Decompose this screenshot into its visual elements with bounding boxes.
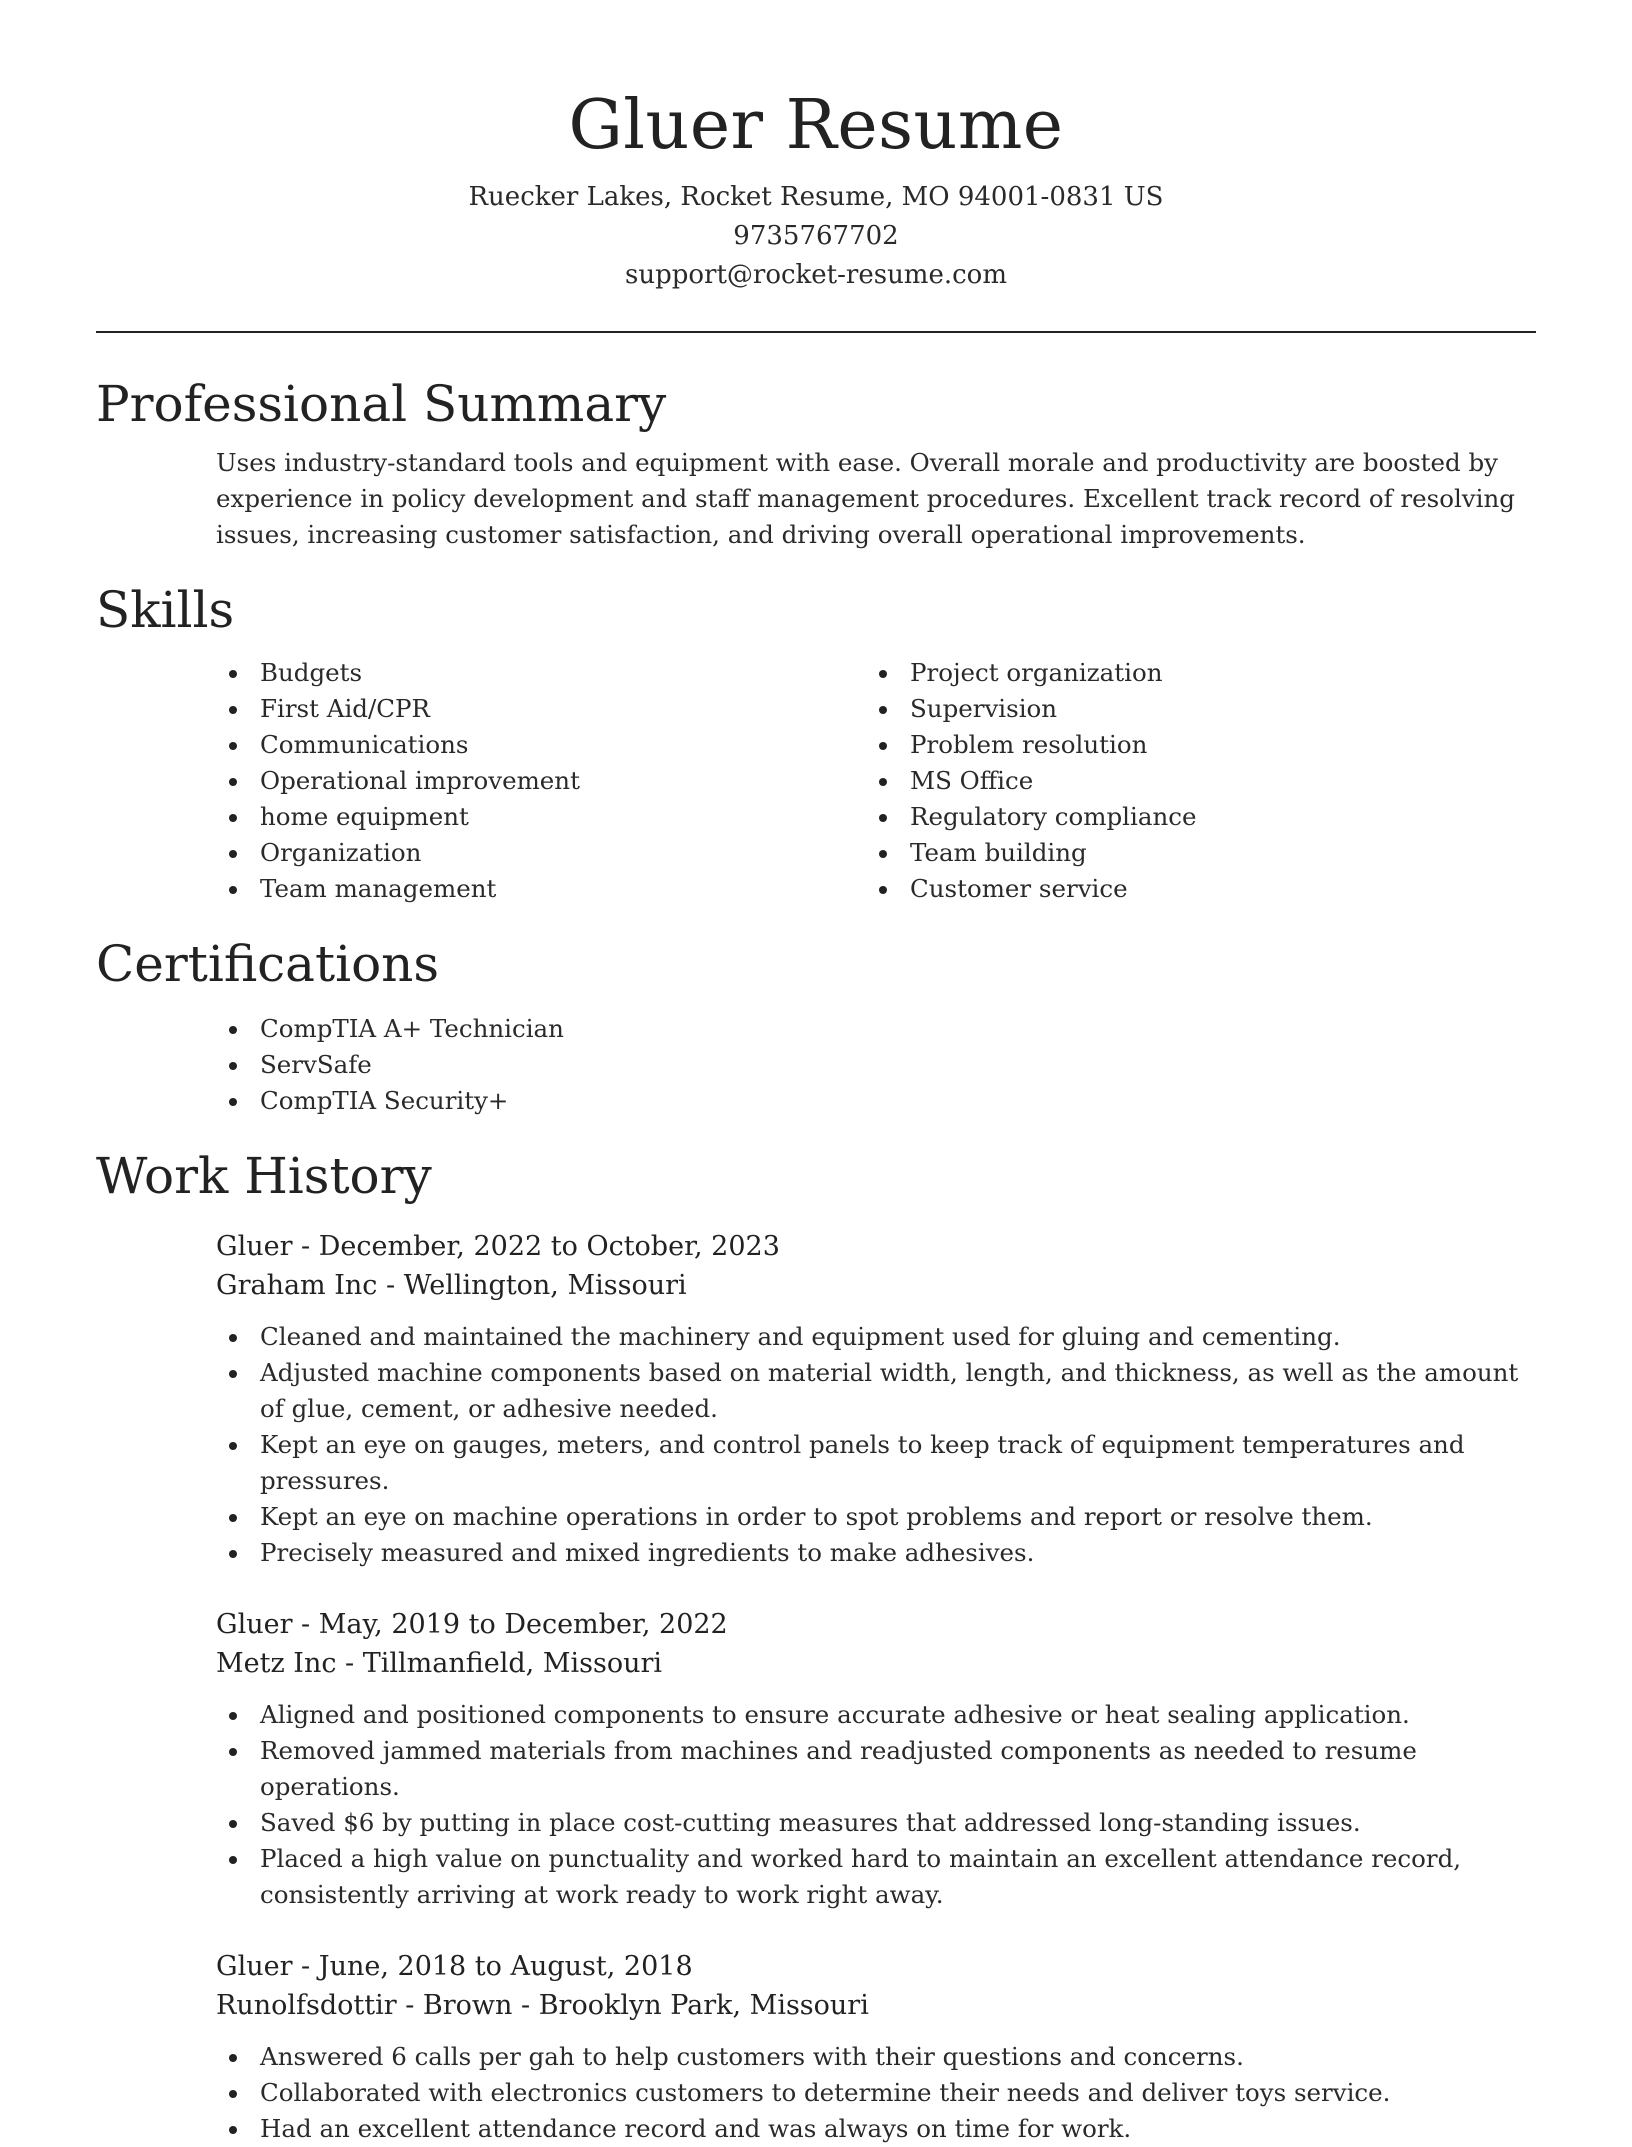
job-duty-item (216, 1319, 1536, 1355)
header-divider (96, 331, 1536, 333)
skill-item (866, 727, 1516, 763)
contact-email: support@rocket-resume.com (624, 260, 1007, 290)
skill-label: Problem resolution (910, 730, 1148, 759)
bullet-icon (229, 1098, 237, 1106)
bullet-icon (229, 2054, 237, 2062)
skill-item (866, 799, 1516, 835)
bullet-icon (229, 742, 237, 750)
job-duty-text: Saved $6 by putting in place cost-cutting measures that addressed long-standing issues. (260, 1808, 1361, 1837)
skill-item (216, 871, 866, 907)
skill-label: Organization (260, 838, 422, 867)
contact-address: Ruecker Lakes, Rocket Resume, MO 94001-0831 US (468, 182, 1164, 212)
certifications-heading: Certifications (96, 935, 440, 993)
job-duty-text: Adjusted machine components based on material width, length, and thickness, as well as the amount of glue, cement, or adhesive needed. (260, 1358, 1519, 1423)
skill-label: Team building (910, 838, 1087, 867)
bullet-icon (229, 1334, 237, 1342)
skill-label: MS Office (910, 766, 1034, 795)
summary-text: Uses industry-standard tools and equipment with ease. Overall morale and productivity are boosted by experience in policy development and staff management procedures. Excellent track record of resolving issues, increasing customer satisfaction, and driving overall operational improvements. (216, 448, 1515, 549)
skill-item (216, 835, 866, 871)
certification-item (216, 1011, 1536, 1047)
resume-name: Gluer Resume (568, 86, 1064, 165)
job-duty-item (216, 1805, 1536, 1841)
skill-item (866, 835, 1516, 871)
bullet-icon (229, 1062, 237, 1070)
certification-item (216, 1047, 1536, 1083)
bullet-icon (879, 706, 887, 714)
contact-phone: 9735767702 (733, 221, 899, 251)
job-duty-item (216, 2075, 1536, 2111)
bullet-icon (229, 814, 237, 822)
job-duty-text: Collaborated with electronics customers to determine their needs and deliver toys service. (260, 2078, 1391, 2107)
bullet-icon (229, 2090, 237, 2098)
skill-label: Regulatory compliance (910, 802, 1197, 831)
bullet-icon (229, 886, 237, 894)
job-duty-text: Cleaned and maintained the machinery and equipment used for gluing and cementing. (260, 1322, 1341, 1351)
skill-label: Communications (260, 730, 469, 759)
bullet-icon (229, 1442, 237, 1450)
skill-label: Budgets (260, 658, 363, 687)
bullet-icon (879, 850, 887, 858)
bullet-icon (229, 1748, 237, 1756)
skill-label: Project organization (910, 658, 1163, 687)
certifications-list (216, 1011, 1536, 1119)
skill-label: Team management (260, 874, 497, 903)
work-history-heading: Work History (96, 1147, 432, 1205)
job-duty-item (216, 1841, 1536, 1913)
skill-item (866, 763, 1516, 799)
bullet-icon (879, 778, 887, 786)
job-role-dates: Gluer - May, 2019 to December, 2022 (216, 1609, 728, 1640)
job-duty-item (216, 1355, 1536, 1427)
skills-column-left (216, 655, 866, 907)
job-duties-list (216, 2039, 1536, 2147)
skill-item (216, 727, 866, 763)
job-employer-location: Runolfsdottir - Brown - Brooklyn Park, Missouri (216, 1990, 869, 2021)
job-duty-text: Removed jammed materials from machines and readjusted components as needed to resume operations. (260, 1736, 1417, 1801)
bullet-icon (229, 778, 237, 786)
certification-label: ServSafe (260, 1050, 372, 1079)
bullet-icon (229, 1026, 237, 1034)
bullet-icon (879, 670, 887, 678)
skills-column-right (866, 655, 1516, 907)
job-duty-item (216, 2039, 1536, 2075)
certification-label: CompTIA Security+ (260, 1086, 509, 1115)
skill-label: Operational improvement (260, 766, 580, 795)
bullet-icon (229, 1856, 237, 1864)
bullet-icon (229, 670, 237, 678)
skill-label: Customer service (910, 874, 1128, 903)
bullet-icon (879, 886, 887, 894)
job-entry (216, 1605, 1536, 1913)
bullet-icon (229, 2126, 237, 2134)
job-duties-list (216, 1319, 1536, 1571)
job-employer-location: Graham Inc - Wellington, Missouri (216, 1270, 687, 1301)
skill-item (216, 763, 866, 799)
summary-heading: Professional Summary (96, 375, 667, 433)
skill-label: home equipment (260, 802, 469, 831)
job-employer-location: Metz Inc - Tillmanfield, Missouri (216, 1648, 663, 1679)
skill-item (216, 799, 866, 835)
skill-item (866, 691, 1516, 727)
job-entry (216, 1227, 1536, 1571)
job-duty-text: Placed a high value on punctuality and worked hard to maintain an excellent attendance record, consistently arriving at work ready to work right away. (260, 1844, 1462, 1909)
skills-heading: Skills (96, 581, 235, 639)
bullet-icon (229, 1550, 237, 1558)
skill-item (216, 691, 866, 727)
job-entry (216, 1947, 1536, 2147)
skill-item (216, 655, 866, 691)
bullet-icon (879, 742, 887, 750)
job-duty-item (216, 1427, 1536, 1499)
job-role-dates: Gluer - December, 2022 to October, 2023 (216, 1231, 780, 1262)
resume-header (0, 0, 1632, 295)
job-duty-text: Answered 6 calls per gah to help customers with their questions and concerns. (260, 2042, 1244, 2071)
bullet-icon (229, 1514, 237, 1522)
bullet-icon (229, 706, 237, 714)
certification-item (216, 1083, 1536, 1119)
job-duty-item (216, 1535, 1536, 1571)
bullet-icon (879, 814, 887, 822)
bullet-icon (229, 1820, 237, 1828)
job-duty-item (216, 1697, 1536, 1733)
contact-block (0, 178, 1632, 295)
job-duty-text: Had an excellent attendance record and was always on time for work. (260, 2114, 1132, 2143)
job-duty-text: Precisely measured and mixed ingredients to make adhesives. (260, 1538, 1035, 1567)
certification-label: CompTIA A+ Technician (260, 1014, 564, 1043)
skill-item (866, 871, 1516, 907)
job-duty-item (216, 2111, 1536, 2147)
skill-label: First Aid/CPR (260, 694, 430, 723)
bullet-icon (229, 1712, 237, 1720)
job-role-dates: Gluer - June, 2018 to August, 2018 (216, 1951, 693, 1982)
bullet-icon (229, 850, 237, 858)
skills-grid (216, 655, 1536, 907)
job-duty-item (216, 1499, 1536, 1535)
bullet-icon (229, 1370, 237, 1378)
skill-label: Supervision (910, 694, 1058, 723)
job-duty-item (216, 1733, 1536, 1805)
skill-item (866, 655, 1516, 691)
job-duties-list (216, 1697, 1536, 1913)
job-duty-text: Kept an eye on gauges, meters, and control panels to keep track of equipment temperatures and pressures. (260, 1430, 1465, 1495)
job-duty-text: Kept an eye on machine operations in order to spot problems and report or resolve them. (260, 1502, 1373, 1531)
job-duty-text: Aligned and positioned components to ensure accurate adhesive or heat sealing application. (260, 1700, 1410, 1729)
